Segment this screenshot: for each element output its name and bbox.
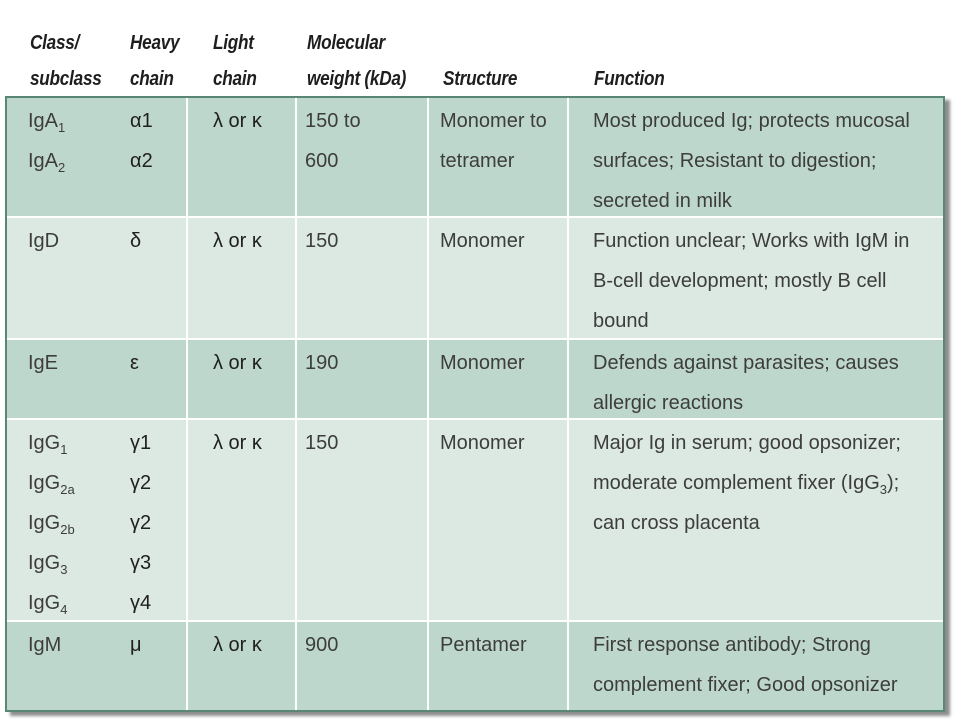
header-heavy-line2: chain	[130, 68, 174, 90]
header-heavy-line1: Heavy	[130, 32, 180, 54]
heavy-chain-cell	[120, 420, 188, 620]
table-row	[7, 340, 943, 420]
class-base: IgG	[28, 512, 61, 534]
structure-cell	[429, 340, 569, 418]
header-heavy-chain	[130, 25, 179, 97]
function-cell	[569, 622, 943, 710]
class-name	[28, 141, 120, 181]
structure: Monomer to	[440, 110, 547, 132]
class-name: IgM	[28, 634, 62, 656]
heavy-chain: α2	[130, 150, 153, 172]
heavy-chain: γ4	[130, 592, 152, 614]
light-chain-cell	[188, 622, 297, 710]
class-base: IgG	[28, 472, 61, 494]
structure-cell	[429, 622, 569, 710]
heavy-chain: ε	[130, 352, 139, 374]
light-chain: λ or κ	[213, 352, 262, 374]
function-cell	[569, 340, 943, 418]
header-class	[30, 25, 102, 97]
structure: Monomer	[440, 230, 525, 252]
molecular-weight: 150	[305, 230, 339, 252]
function-text: complement fixer; Good opsonizer	[593, 674, 898, 696]
function-text-part: moderate complement fixer (IgG	[593, 472, 880, 494]
function-text: First response antibody; Strong	[593, 634, 871, 656]
structure: Monomer	[440, 432, 525, 454]
class-base: IgG	[28, 432, 61, 454]
function-text: secreted in milk	[593, 190, 732, 212]
function-cell	[569, 98, 943, 216]
function-text: allergic reactions	[593, 392, 744, 414]
table-row	[7, 622, 943, 710]
light-chain: λ or κ	[213, 110, 262, 132]
header-class-line1: Class/	[30, 32, 80, 54]
molecular-weight: 900	[305, 634, 339, 656]
light-chain-cell	[188, 340, 297, 418]
class-name: IgE	[28, 352, 59, 374]
heavy-chain-cell	[120, 340, 188, 418]
class-cell	[7, 340, 120, 418]
header-light-line2: chain	[213, 68, 257, 90]
function-text	[593, 463, 943, 503]
heavy-chain: δ	[130, 230, 142, 252]
header-class-line2: subclass	[30, 68, 102, 90]
heavy-chain-cell	[120, 218, 188, 338]
function-text: surfaces; Resistant to digestion;	[593, 150, 877, 172]
molecular-weight: 150 to	[305, 110, 361, 132]
function-text: bound	[593, 310, 649, 332]
molecular-weight: 150	[305, 432, 339, 454]
function-cell	[569, 218, 943, 338]
structure: Pentamer	[440, 634, 527, 656]
light-chain-cell	[188, 218, 297, 338]
heavy-chain-cell	[120, 622, 188, 710]
class-name: IgD	[28, 230, 60, 252]
class-subscript: 1	[60, 442, 68, 457]
light-chain: λ or κ	[213, 432, 262, 454]
function-subscript: 3	[879, 482, 888, 497]
structure: tetramer	[440, 150, 515, 172]
light-chain-cell	[188, 98, 297, 216]
header-weight-line1: Molecular	[307, 32, 385, 54]
class-subscript: 3	[60, 562, 68, 577]
class-base: IgG	[28, 552, 61, 574]
molecular-weight: 190	[305, 352, 339, 374]
structure-cell	[429, 218, 569, 338]
class-base: IgA	[28, 150, 59, 172]
class-cell	[7, 98, 120, 216]
immunoglobulin-table	[5, 96, 945, 712]
function-text: Most produced Ig; protects mucosal	[593, 110, 910, 132]
structure-cell	[429, 98, 569, 216]
function-text: Function unclear; Works with IgM in	[593, 230, 910, 252]
function-text: Major Ig in serum; good opsonizer;	[593, 432, 901, 454]
function-text: can cross placenta	[593, 512, 760, 534]
header-light-chain	[213, 25, 257, 97]
heavy-chain: μ	[130, 634, 142, 656]
molecular-weight-cell	[297, 420, 429, 620]
function-text-part: );	[887, 472, 900, 494]
class-subscript: 1	[58, 120, 66, 135]
light-chain-cell	[188, 420, 297, 620]
heavy-chain: γ2	[130, 512, 152, 534]
class-base: IgA	[28, 110, 59, 132]
heavy-chain: γ2	[130, 472, 152, 494]
class-subscript: 2a	[60, 482, 75, 497]
table-row	[7, 218, 943, 340]
light-chain: λ or κ	[213, 230, 262, 252]
molecular-weight-cell	[297, 622, 429, 710]
header-molecular-weight	[307, 25, 406, 97]
heavy-chain: γ3	[130, 552, 152, 574]
class-subscript: 2b	[60, 522, 75, 537]
molecular-weight-cell	[297, 98, 429, 216]
class-name	[28, 543, 120, 583]
header-light-line1: Light	[213, 32, 254, 54]
molecular-weight-cell	[297, 218, 429, 338]
header-function: Function	[594, 68, 665, 90]
structure: Monomer	[440, 352, 525, 374]
function-text: Defends against parasites; causes	[593, 352, 899, 374]
class-name	[28, 583, 120, 622]
class-base: IgG	[28, 592, 61, 614]
molecular-weight: 600	[305, 150, 339, 172]
header-structure: Structure	[443, 68, 518, 90]
molecular-weight-cell	[297, 340, 429, 418]
class-name	[28, 101, 120, 141]
heavy-chain: γ1	[130, 432, 152, 454]
class-cell	[7, 218, 120, 338]
class-subscript: 4	[60, 602, 68, 617]
table-row	[7, 98, 943, 218]
class-cell	[7, 420, 120, 620]
structure-cell	[429, 420, 569, 620]
class-name	[28, 463, 120, 503]
function-cell	[569, 420, 943, 620]
light-chain: λ or κ	[213, 634, 262, 656]
heavy-chain-cell	[120, 98, 188, 216]
class-cell	[7, 622, 120, 710]
function-text: B-cell development; mostly B cell	[593, 270, 887, 292]
header-weight-line2: weight (kDa)	[307, 68, 407, 90]
class-name	[28, 503, 120, 543]
table-row	[7, 420, 943, 622]
class-subscript: 2	[58, 160, 66, 175]
heavy-chain: α1	[130, 110, 153, 132]
class-name	[28, 423, 120, 463]
